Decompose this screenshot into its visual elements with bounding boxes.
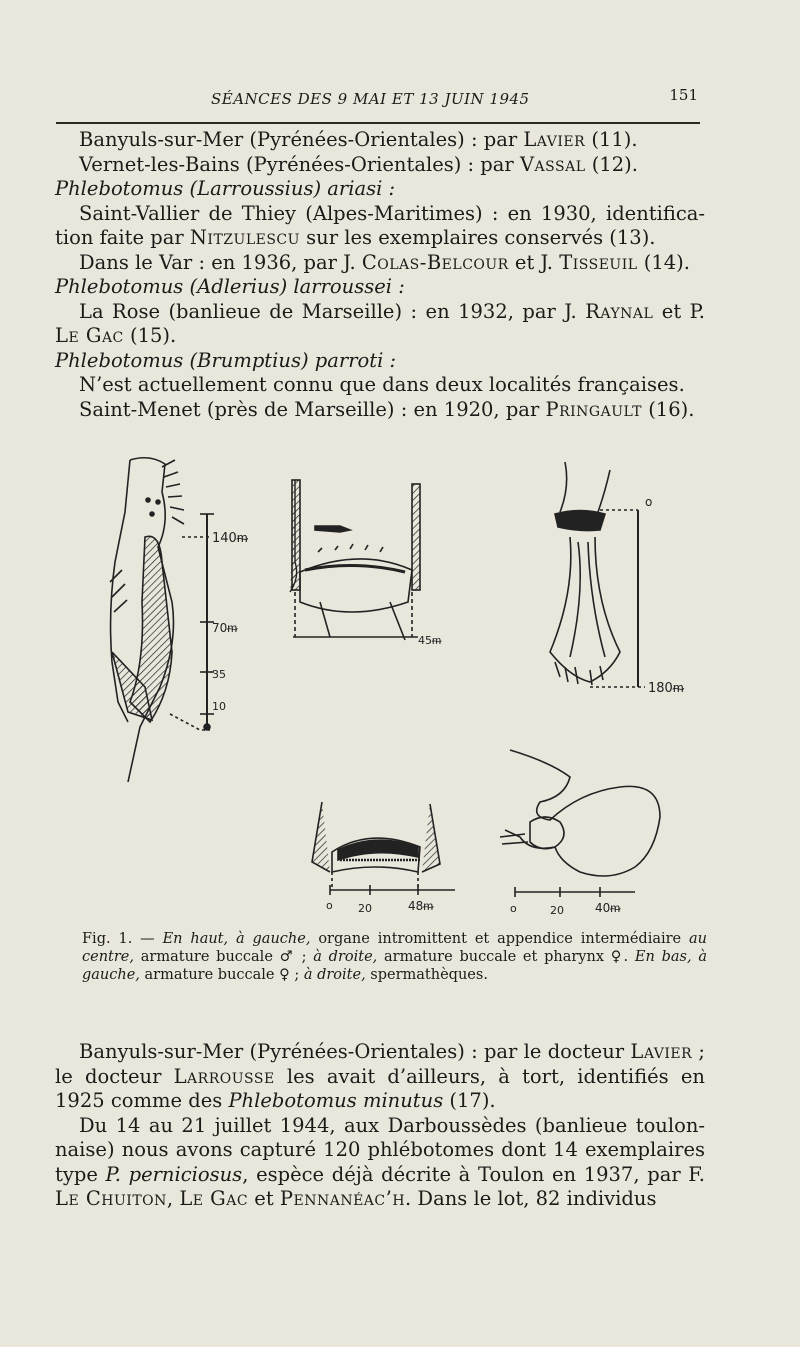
female-pharynx-drawing	[550, 462, 685, 696]
male-buccal-armature-drawing	[290, 480, 442, 647]
author-name: Colas-Belcour	[361, 250, 509, 274]
caption-lead: Fig. 1. —	[82, 931, 163, 947]
scale-label-180: 180ᵯ	[648, 681, 684, 696]
scale-label-o-b1: o	[326, 899, 333, 912]
author-name: Le Gac	[55, 324, 124, 347]
species-heading-parroti: Phlebotomus (Brumptius) parroti :	[55, 348, 397, 372]
scale-label-o-b2: o	[510, 902, 517, 915]
species-name: P. perniciosus	[105, 1162, 243, 1186]
paragraph-saint-vallier: Saint-Vallier de Thiey (Alpes-Maritimes) : en 1930, identification faite par Nitzulescu sur les exemplaires conservés (13).	[55, 201, 705, 249]
species-heading-larroussei: Phlebotomus (Adlerius) larroussei :	[55, 275, 405, 298]
scale-label-40: 40ᵯ	[595, 901, 621, 915]
paragraph-saint-menet: Saint-Menet (près de Marseille) : en 1920, par Pringault (16).	[79, 397, 695, 421]
author-name: Le Chuiton	[55, 1187, 167, 1210]
page-header	[76, 86, 702, 126]
bottom-text	[55, 1040, 705, 1212]
page-number: 151	[669, 86, 698, 104]
scale-label-20a: 20	[358, 902, 372, 915]
author-name: Le Gac	[179, 1187, 249, 1210]
author-name: Nitzulescu	[189, 226, 300, 249]
scale-label-140: 140ᵯ	[212, 531, 248, 546]
female-buccal-armature-drawing	[312, 802, 455, 915]
species-heading-ariasi: Phlebotomus (Larroussius) ariasi :	[55, 177, 396, 200]
author-name: Larrousse	[173, 1064, 275, 1088]
scale-label-o-top: o	[645, 495, 653, 509]
running-head: SÉANCES DES 9 MAI ET 13 JUIN 1945	[211, 90, 530, 108]
author-name: Lavier	[630, 1040, 693, 1063]
figure-svg	[100, 452, 720, 922]
scale-label-35: 35	[212, 668, 226, 681]
figure-1-drawings	[100, 452, 720, 922]
paragraph-la-rose: La Rose (banlieue de Marseille) : en 1932, par J. Raynal et P. Le Gac (15).	[55, 299, 705, 347]
paragraph-banyuls: Banyuls-sur-Mer (Pyrénées-Orientales) : par Lavier (11).	[79, 128, 638, 151]
scale-label-20b: 20	[550, 904, 564, 917]
spermathecae-drawing	[500, 750, 660, 917]
species-name: Phlebotomus minutus	[228, 1089, 444, 1112]
author-name: Lavier	[523, 128, 586, 151]
scale-label-45: 45ᵯ	[418, 634, 442, 647]
paragraph-vernet: Vernet-les-Bains (Pyrénées-Orientales) : par Vassal (12).	[79, 152, 638, 176]
paragraph-var: Dans le Var : en 1936, par J. Colas-Belcour et J. Tisseuil (14).	[79, 250, 690, 274]
author-name: Vassal	[519, 152, 586, 176]
paragraph-darboussedes: Du 14 au 21 juillet 1944, aux Darboussèdes (banlieue toulonnaise) nous avons capturé 120 phlébotomes dont 14 exemplaires type P. perniciosus, espèce déjà décrite à Toulon en 1937, par F. Le Chuiton, Le Gac et Pennanéac’h. Dans le lot, 82 individus	[55, 1113, 705, 1210]
header-rule	[56, 122, 700, 124]
paragraph-localites: N’est actuellement connu que dans deux localités françaises.	[79, 373, 685, 396]
scale-label-70: 70ᵯ	[212, 621, 238, 635]
scale-label-10: 10	[212, 700, 226, 713]
author-name: Pringault	[545, 397, 642, 421]
scale-label-48: 48ᵯ	[408, 899, 434, 913]
figure-caption: Fig. 1. — En haut, à gauche, organe intromittent et appendice intermédiaire au centre, armature buccale ♂ ; à droite, armature buccale et pharynx ♀. En bas, à gauche, armature buccale ♀ ; à droite, spermathèques.	[82, 931, 707, 983]
scale-bar-140	[200, 514, 249, 730]
intromittent-organ-drawing	[110, 458, 210, 782]
paragraph-banyuls-lavier: Banyuls-sur-Mer (Pyrénées-Orientales) : par le docteur Lavier ; le docteur Larrousse les avait d’ailleurs, à tort, identifiés en 1925 comme des Phlebotomus minutus (17).	[55, 1040, 705, 1112]
author-name: Tisseuil	[559, 250, 638, 274]
author-name: Pennanéac’h	[279, 1187, 406, 1210]
top-text	[55, 128, 705, 422]
author-name: Raynal	[585, 299, 654, 323]
